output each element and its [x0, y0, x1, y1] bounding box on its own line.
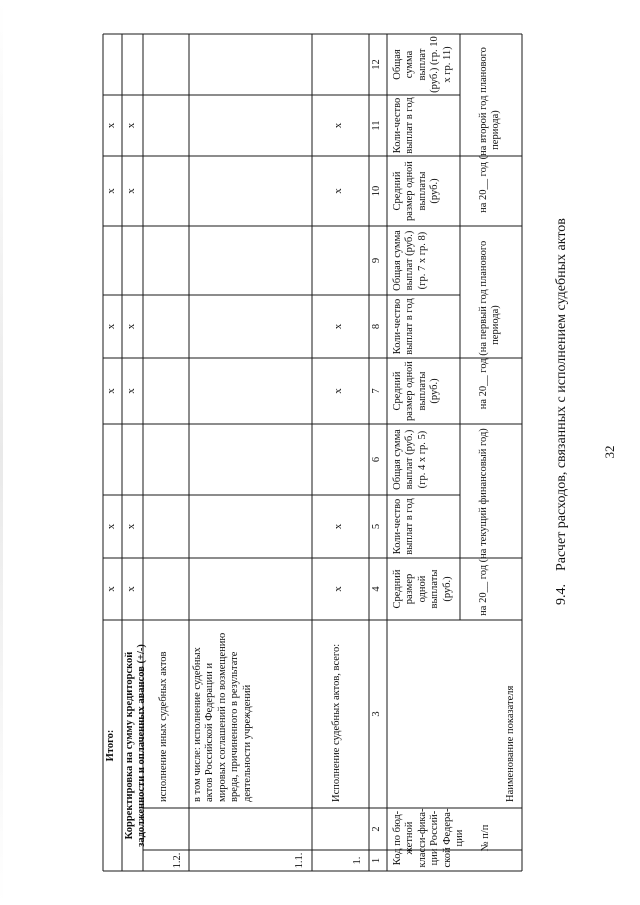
- column-number: 7: [371, 388, 382, 394]
- row-number: 1.: [352, 856, 363, 865]
- header-total-current: Общая сумма выплат (руб.) (гр. 4 х гр. 5): [392, 429, 428, 490]
- na-mark: х: [105, 586, 117, 592]
- header-group-current-year: на 20__ год (на текущий финансовый год): [478, 428, 489, 616]
- na-mark: х: [105, 122, 117, 129]
- na-mark: х: [125, 523, 137, 530]
- column-number: 1: [371, 857, 382, 864]
- column-number: 4: [371, 586, 382, 592]
- header-group-second-plan-year: на 20__ год (на второй год планового периода): [478, 47, 502, 213]
- na-mark: х: [105, 523, 117, 530]
- header-avg-payment-current: Средний размер одной выплаты (руб.): [392, 569, 453, 609]
- header-avg-payment-second: Средний размер одной выплаты (руб.): [392, 161, 441, 221]
- header-budget-code: Код по бюд-жетной класси-фика-ции Россий-ской Федера-ции: [392, 808, 465, 868]
- na-mark: х: [105, 323, 117, 330]
- adjustment-label: Корректировка на сумму кредиторской задолженности и оплаченных авансов (+/-): [124, 644, 148, 847]
- row-indicator-name: Исполнение судебных актов, всего:: [331, 643, 342, 802]
- column-number: 12: [371, 59, 382, 70]
- na-mark: х: [105, 388, 117, 394]
- header-payment-count-second: Коли-чество выплат в год: [392, 97, 416, 154]
- section-title: Расчет расходов, связанных с исполнением судебных актов: [554, 218, 569, 571]
- section-number: 9.4.: [554, 584, 569, 605]
- na-mark: х: [332, 122, 344, 129]
- total-label: Итого:: [105, 729, 116, 762]
- na-mark: х: [125, 586, 137, 592]
- header-total-first: Общая сумма выплат (руб.) (гр. 7 х гр. 8): [392, 230, 428, 291]
- column-number: 3: [371, 711, 382, 717]
- na-mark: х: [125, 388, 137, 394]
- header-avg-payment-first: Средний размер одной выплаты (руб.): [392, 361, 441, 421]
- na-mark: х: [332, 586, 344, 592]
- page-number: 32: [602, 445, 617, 459]
- column-number: 11: [371, 120, 382, 131]
- na-mark: х: [125, 188, 137, 194]
- header-total-second: Общая сумма выплат (руб.) (гр. 10 х гр. 11): [392, 36, 453, 93]
- column-number: 2: [371, 826, 382, 832]
- column-number: 8: [371, 323, 382, 330]
- na-mark: х: [332, 323, 344, 330]
- header-payment-count-first: Коли-чество выплат в год: [392, 298, 416, 355]
- header-group-first-plan-year: на 20__ год (на первый год планового периода): [478, 240, 502, 410]
- na-mark: х: [125, 122, 137, 129]
- na-mark: х: [125, 323, 137, 330]
- na-mark: х: [332, 388, 344, 394]
- row-number: 1.1.: [294, 852, 305, 869]
- column-number: 5: [371, 523, 382, 530]
- na-mark: х: [332, 188, 344, 194]
- row-indicator-name: в том числе: исполнение судебных актов Российской Федерации и мировых соглашений по возмещению вреда, причиненного в результате деятельности учреждений: [192, 632, 253, 802]
- column-number: 10: [371, 185, 382, 197]
- header-payment-count-current: Коли-чество выплат в год: [392, 498, 416, 555]
- na-mark: х: [105, 188, 117, 194]
- header-row-number: № п/п: [480, 824, 491, 852]
- row-indicator-name: исполнение иных судебных актов: [158, 651, 169, 802]
- header-indicator-name: Наименование показателя: [505, 685, 516, 802]
- row-number: 1.2.: [172, 852, 183, 869]
- column-number: 9: [371, 257, 382, 264]
- column-number: 6: [371, 456, 382, 463]
- na-mark: х: [332, 523, 344, 530]
